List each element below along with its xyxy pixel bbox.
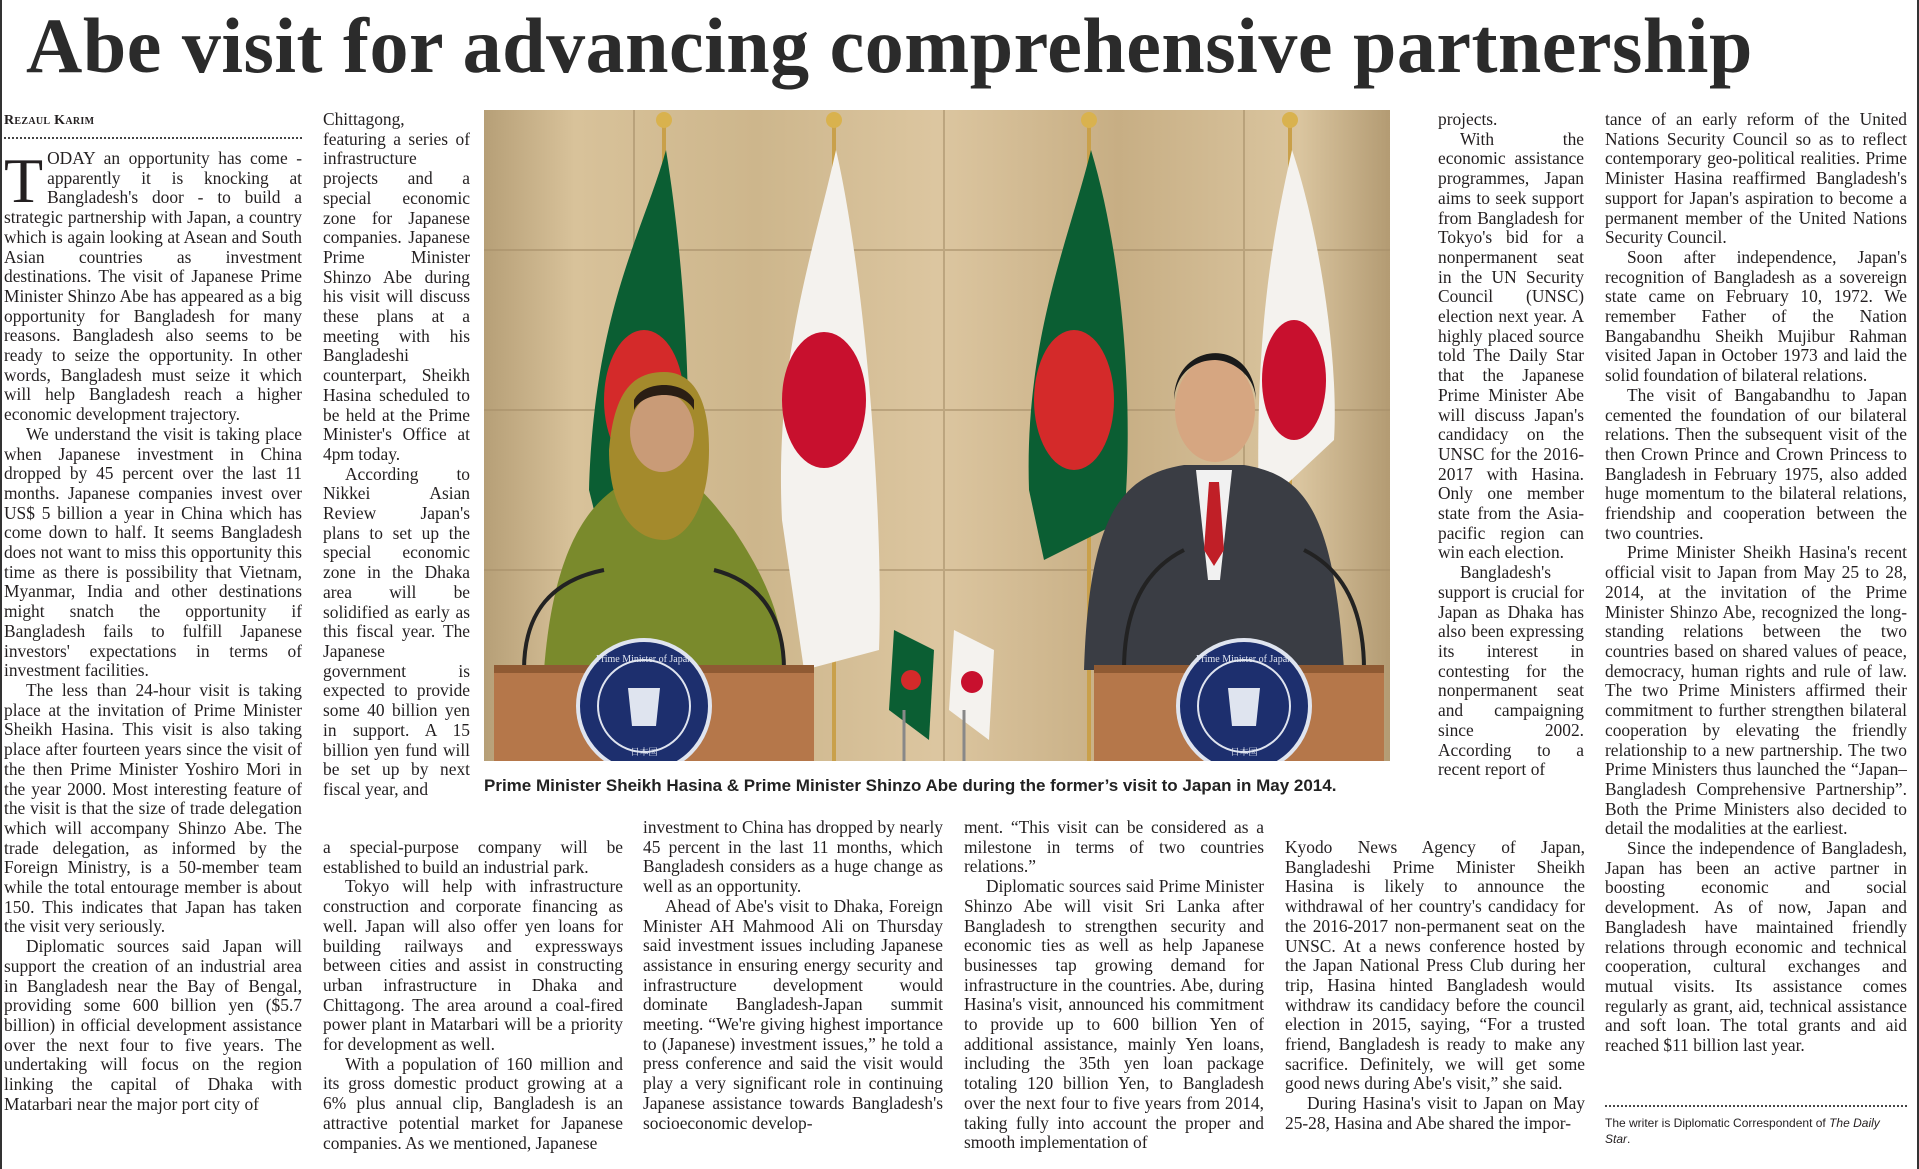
seal-right-text: Prime Minister of Japan: [1195, 654, 1293, 665]
podium-seal-left: [578, 640, 710, 761]
article-column-4: [964, 818, 1264, 1169]
paragraph: We understand the visit is taking place when Japanese investment in China dropped by 45 percent over the last 11 months. Japanese companies invest over US$ 5 billion a year in China which has come down to half. It seems Bangladesh does not want to miss this opportunity this time as there is possibility that Vietnam, Myanmar, India and other destinations might snatch the opportunity if Bangladesh fails to fulfill Japanese investors' expectations in terms of investment facilities.: [4, 423, 302, 681]
paragraph: investment to China has dropped by nearly 45 percent in the last 11 months, which Bangladesh considers as a huge change as well as an opportunity.: [643, 818, 943, 897]
paragraph: a special-purpose company will be established to build an industrial park.: [323, 838, 623, 877]
paragraph: ment. “This visit can be considered as a milestone in terms of two countries relations.”: [964, 818, 1264, 877]
article-column-5-top: [1438, 110, 1584, 838]
paragraph: Soon after independence, Japan's recognition of Bangladesh as a sovereign state came on February 10, 1972. We remember Father of the Nation Bangabandhu Sheikh Mujibur Rahman visited Japan in October 1973 and laid the solid foundation of bilateral relations.: [1605, 246, 1907, 386]
article-column-5-bottom: [1285, 838, 1585, 1169]
paragraph: Diplomatic sources said Prime Minister Shinzo Abe will visit Sri Lanka after Bangladesh to strengthen security and economic ties as well as help Japanese businesses tap growing demand for infrastructure in the countries. Abe, during Hasina's visit, announced his commitment to provide up to 600 billion Yen of additional assistance, mainly Yen loans, including the 35th yen loan package totaling 120 billion Yen, to Bangladesh over the next four to five years from 2014, taking fully into account the proper and smooth implementation of: [964, 876, 1264, 1153]
drop-cap: T: [4, 145, 44, 216]
article-column-1: [4, 111, 302, 1169]
paragraph: With the economic assistance programmes, Japan aims to seek support from Bangladesh for Tokyo's bid for a nonpermanent seat in the UN Security Council (UNSC) election next year. A highly placed source told The Daily Star that the Japanese Prime Minister Abe will discuss Japan's candidacy on the UNSC for the 2016-2017 with Hasina. Only one member state from the Asia-pacific region can win each election.: [1438, 128, 1584, 563]
photo-caption: Prime Minister Sheikh Hasina & Prime Minister Shinzo Abe during the former’s visit to Japan in May 2014.: [484, 776, 1337, 795]
paragraph: During Hasina's visit to Japan on May 25-28, Hasina and Abe shared the impor-: [1285, 1093, 1585, 1133]
article-column-2-bottom: [323, 838, 623, 1169]
bangladesh-flag-right-disc: [1034, 330, 1114, 470]
paragraph: projects.: [1438, 110, 1498, 129]
paragraph: The less than 24-hour visit is taking place at the invitation of Prime Minister Sheikh Hasina. This visit is also taking place after fourteen years since the visit of the then Prime Minister Yoshiro Mori in the year 2000. Most interesting feature of the visit is that the size of trade delegation which will accompany Shinzo Abe. The trade delegation, as informed by the Foreign Ministry, is a 50-member team while the total entourage member is about 150. This indicates that Japan has taken the visit very seriously.: [4, 679, 302, 937]
footnote-publication: The Daily Star: [1605, 1116, 1880, 1146]
paragraph: Bangladesh's support is crucial for Japan as Dhaka has also been expressing its interest in contesting for the nonpermanent seat and campaigning since 2002. According to a recent report of: [1438, 562, 1584, 780]
seal-right-bottom-text: 日本国: [1230, 748, 1258, 758]
paragraph: The visit of Bangabandhu to Japan cemented the foundation of our bilateral relations. Then the subsequent visit of the then Crown Prince and Crown Princess to Bangladesh in February 1975, also added huge momentum to the bilateral relations, friendship and cooperation between the two countries.: [1605, 384, 1907, 543]
lead-paragraph: [4, 145, 302, 425]
article-column-6: [1605, 110, 1907, 1095]
photo-illustration: [484, 110, 1390, 761]
footnote-text: The writer is Diplomatic Correspondent of: [1605, 1116, 1830, 1130]
seal-left-text: Prime Minister of Japan: [595, 654, 693, 665]
table-flags: [889, 630, 994, 761]
paragraph: Chittagong, featuring a series of infrastructure projects and a special economic zone for Japanese companies. Japanese Prime Minister Shinzo Abe during his visit will discuss these plans at a meeting with his Bangladeshi counterpart, Sheikh Hasina scheduled to be held at the Prime Minister's Office at 4pm today.: [323, 110, 470, 464]
press-conference-photo: [484, 110, 1390, 761]
seal-left-bottom-text: 日本国: [630, 748, 658, 758]
paragraph: Tokyo will help with infrastructure construction and corporate financing as well. Japan will also offer yen loans for building railways and expressways between cities and assist in constructing urban infrastructure in Dhaka and Chittagong. The area around a coal-fired power plant in Matarbari will be a priority for development as well.: [323, 876, 623, 1055]
paragraph: Prime Minister Sheikh Hasina's recent official visit to Japan from May 25 to 28, 2014, at the invitation of the Prime Minister Shinzo Abe, recognized the long-standing relations between the two countries based on shared values of peace, democracy, human rights and rule of law. The two Prime Ministers affirmed their commitment to further strengthen bilateral cooperation by elevating the friendly relationship to a new partnership. The two Prime Ministers thus launched the “Japan–Bangladesh Comprehensive Partnership”. Both the Prime Ministers also decided to detail the modalities at the earliest.: [1605, 542, 1907, 839]
writer-footnote: [1605, 1105, 1907, 1147]
japan-flag-right-disc: [1262, 320, 1326, 440]
podium-seal-right: [1178, 640, 1310, 761]
paragraph: tance of an early reform of the United Nations Security Council so as to reflect contemporary geo-political realities. Prime Minister Hasina reaffirmed Bangladesh's support for Japan's aspiration to become a permanent member of the United Nations Security Council.: [1605, 110, 1907, 248]
lead-paragraph-text: ODAY an opportunity has come - apparently it is knocking at Bangladesh's door - to build a strategic partnership with Japan, a country which is again looking at Asean and South Asian countries as investment destinations. The visit of Japanese Prime Minister Shinzo Abe has appeared as a big opportunity for Bangladesh for many reasons. Bangladesh also seems to be ready to seize the opportunity. In other words, Bangladesh must seize it which will help Bangladesh reach a higher economic development trajectory.: [4, 148, 302, 425]
paragraph: Kyodo News Agency of Japan, Bangladeshi Prime Minister Sheikh Hasina is likely to announce the withdrawal of her country's candidacy for the 2016-2017 non-permanent seat on the UNSC. At a news conference hosted by the Japan National Press Club during her trip, Hasina hinted Bangladesh would withdraw its candidacy before the council election in 2015, saying, “For a trusted friend, Bangladesh is ready to make any sacrifice. Definitely, we will get some good news during Abe's visit,” she said.: [1285, 838, 1585, 1094]
paragraph: Diplomatic sources said Japan will support the creation of an industrial area in Bangladesh near the Bay of Bengal, providing some 600 billion yen ($5.7 billion) in official development assistance over the next four to five years. The undertaking will focus on the region linking the capital of Dhaka with Matarbari near the major port city of: [4, 936, 302, 1114]
article-column-3: [643, 818, 943, 1169]
paragraph: Ahead of Abe's visit to Dhaka, Foreign Minister AH Mahmood Ali on Thursday said investment issues including Japanese assistance in ensuring energy security and infrastructure development would dominate Bangladesh-Japan summit meeting. “We're giving highest importance to (Japanese) investment issues,” he told a press conference and said the visit would play a very significant role in continuing Japanese assistance towards Bangladesh's socioeconomic develop-: [643, 895, 943, 1133]
article-column-2-top: [323, 110, 470, 838]
footnote-end: .: [1627, 1132, 1631, 1146]
headline: Abe visit for advancing comprehensive partnership: [26, 2, 1753, 89]
byline: Rezaul Karim: [4, 111, 302, 139]
japan-flag-left-disc: [782, 332, 866, 468]
sheikh-hasina-figure: [544, 372, 784, 670]
paragraph: According to Nikkei Asian Review Japan's plans to set up the special economic zone in the Dhaka area will be solidified as early as this fiscal year. The Japanese government is expected to provide some 40 billion yen in support. A 15 billion yen fund will be set up by next fiscal year, and: [323, 463, 470, 799]
paragraph: With a population of 160 million and its gross domestic product growing at a 6% plus annual clip, Bangladesh is an attractive potential market for Japanese companies. As we mentioned, Japanese: [323, 1053, 623, 1153]
paragraph: Since the independence of Bangladesh, Japan has been an active partner in boosting economic and social development. As of now, Japan and Bangladesh have maintained friendly relations through economic and technical cooperation, cultural exchanges and mutual visits. Its assistance comes regularly as grant, aid, technical assistance and soft loan. The total grants and aid reached $11 billion last year.: [1605, 838, 1907, 1056]
pole-finials: [656, 112, 1298, 128]
left-border-rule: [0, 0, 2, 1169]
